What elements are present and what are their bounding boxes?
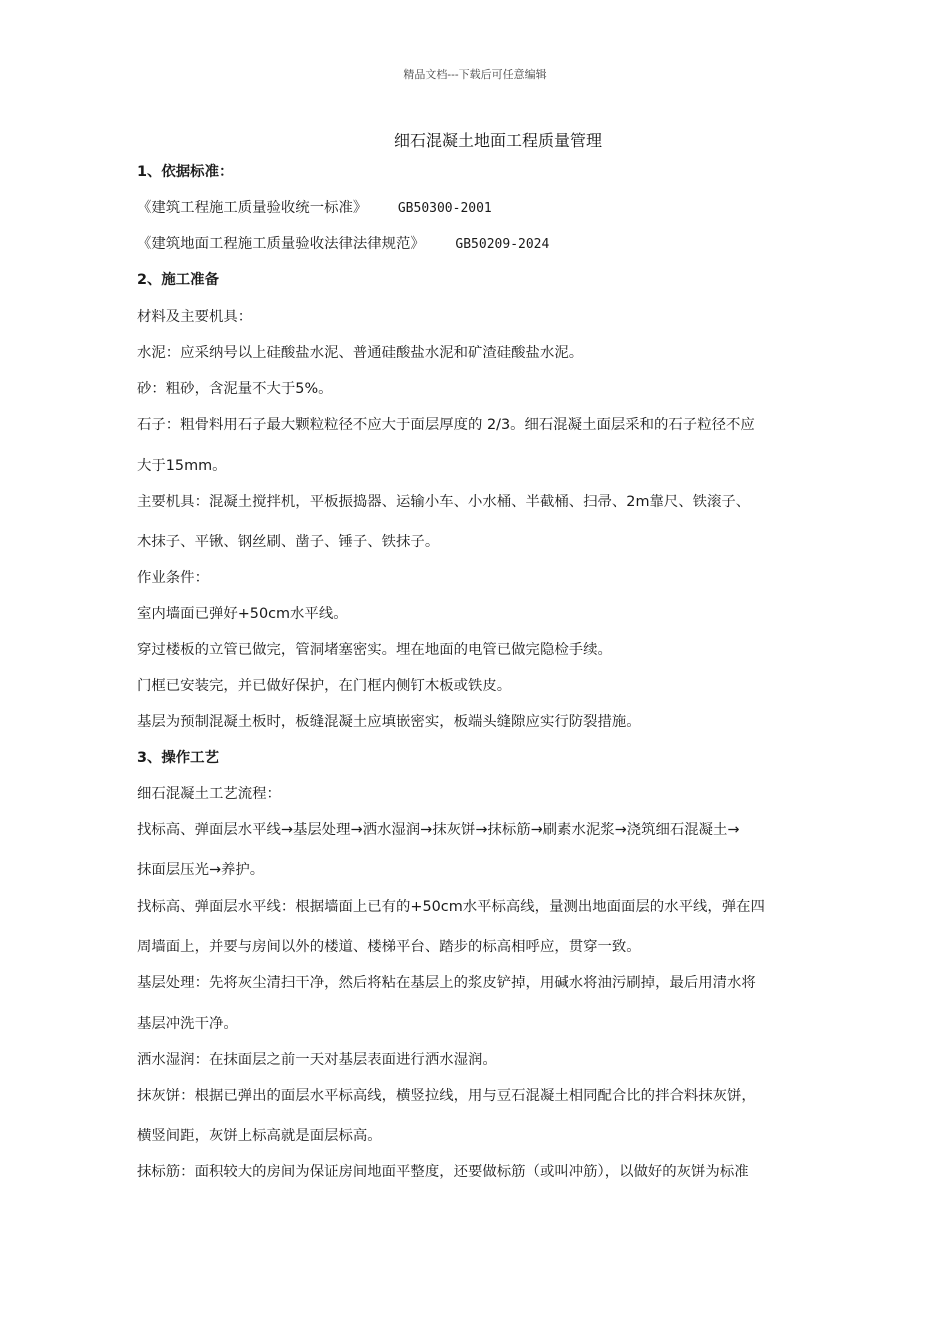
para-2-line-2: 基层冲洗干净。 [137,1016,238,1032]
tools-text-line-1: 主要机具：混凝土搅拌机，平板振捣器、运输小车、小水桶、半截桶、扫帚、2m靠尺、铁滚子、 [137,494,751,510]
para-2-line-1: 基层处理：先将灰尘清扫干净，然后将粘在基层上的浆皮铲掉，用碱水将油污刷掉，最后用清水将 [137,975,756,991]
condition-1: 室内墙面已弹好+50cm水平线。 [137,606,348,622]
flow-label: 细石混凝土工艺流程： [137,786,281,802]
para-5-line-1: 抹标筋：面积较大的房间为保证房间地面平整度，还要做标筋（或叫冲筋），以做好的灰饼为标准 [137,1164,749,1180]
cement-text: 水泥：应采纳号以上硅酸盐水泥、普通硅酸盐水泥和矿渣硅酸盐水泥。 [137,345,584,361]
standard-1 [137,198,492,218]
sand-text: 砂：粗砂，含泥量不大于5%。 [137,381,333,397]
materials-label: 材料及主要机具： [137,309,253,325]
section-2-heading: 2、施工准备 [137,272,219,288]
section-1-heading: 1、依据标准： [137,164,234,180]
flow-line-1: 找标高、弹面层水平线→基层处理→洒水湿润→抹灰饼→抹标筋→刷素水泥浆→浇筑细石混凝土→ [137,822,740,838]
para-4-line-1: 抹灰饼：根据已弹出的面层水平标高线，横竖拉线，用与豆石混凝土相同配合比的拌合料抹灰饼， [137,1088,756,1104]
conditions-label: 作业条件： [137,570,209,586]
condition-4: 基层为预制混凝土板时，板缝混凝土应填嵌密实，板端头缝隙应实行防裂措施。 [137,714,641,730]
standard-2 [137,234,549,254]
para-1-line-1: 找标高、弹面层水平线：根据墙面上已有的+50cm水平标高线，量测出地面面层的水平线，弹在四 [137,899,765,915]
standard-2-name: 《建筑地面工程施工质量验收法律法律规范》 [137,236,425,252]
stone-text-line-1: 石子：粗骨料用石子最大颗粒粒径不应大于面层厚度的 2/3。细石混凝土面层采和的石子粒径不应 [137,417,755,433]
standard-2-code: GB50209-2024 [455,237,550,252]
flow-line-2: 抹面层压光→养护。 [137,862,265,878]
condition-3: 门框已安装完，并已做好保护，在门框内侧钉木板或铁皮。 [137,678,512,694]
condition-2: 穿过楼板的立管已做完，管洞堵塞密实。埋在地面的电管已做完隐检手续。 [137,642,612,658]
document-title: 细石混凝土地面工程质量管理 [393,131,602,150]
tools-text-line-2: 木抹子、平锹、钢丝刷、凿子、锤子、铁抹子。 [137,534,440,550]
standard-1-name: 《建筑工程施工质量验收统一标准》 [137,200,368,216]
standard-1-code: GB50300-2001 [397,201,492,216]
stone-text-line-2: 大于15mm。 [137,458,227,474]
section-3-heading: 3、操作工艺 [137,750,219,766]
page-header: 精品文档---下载后可任意编辑 [403,68,547,81]
para-3: 洒水湿润：在抹面层之前一天对基层表面进行洒水湿润。 [137,1052,497,1068]
para-4-line-2: 横竖间距，灰饼上标高就是面层标高。 [137,1128,382,1144]
para-1-line-2: 周墙面上，并要与房间以外的楼道、楼梯平台、踏步的标高相呼应，贯穿一致。 [137,939,641,955]
